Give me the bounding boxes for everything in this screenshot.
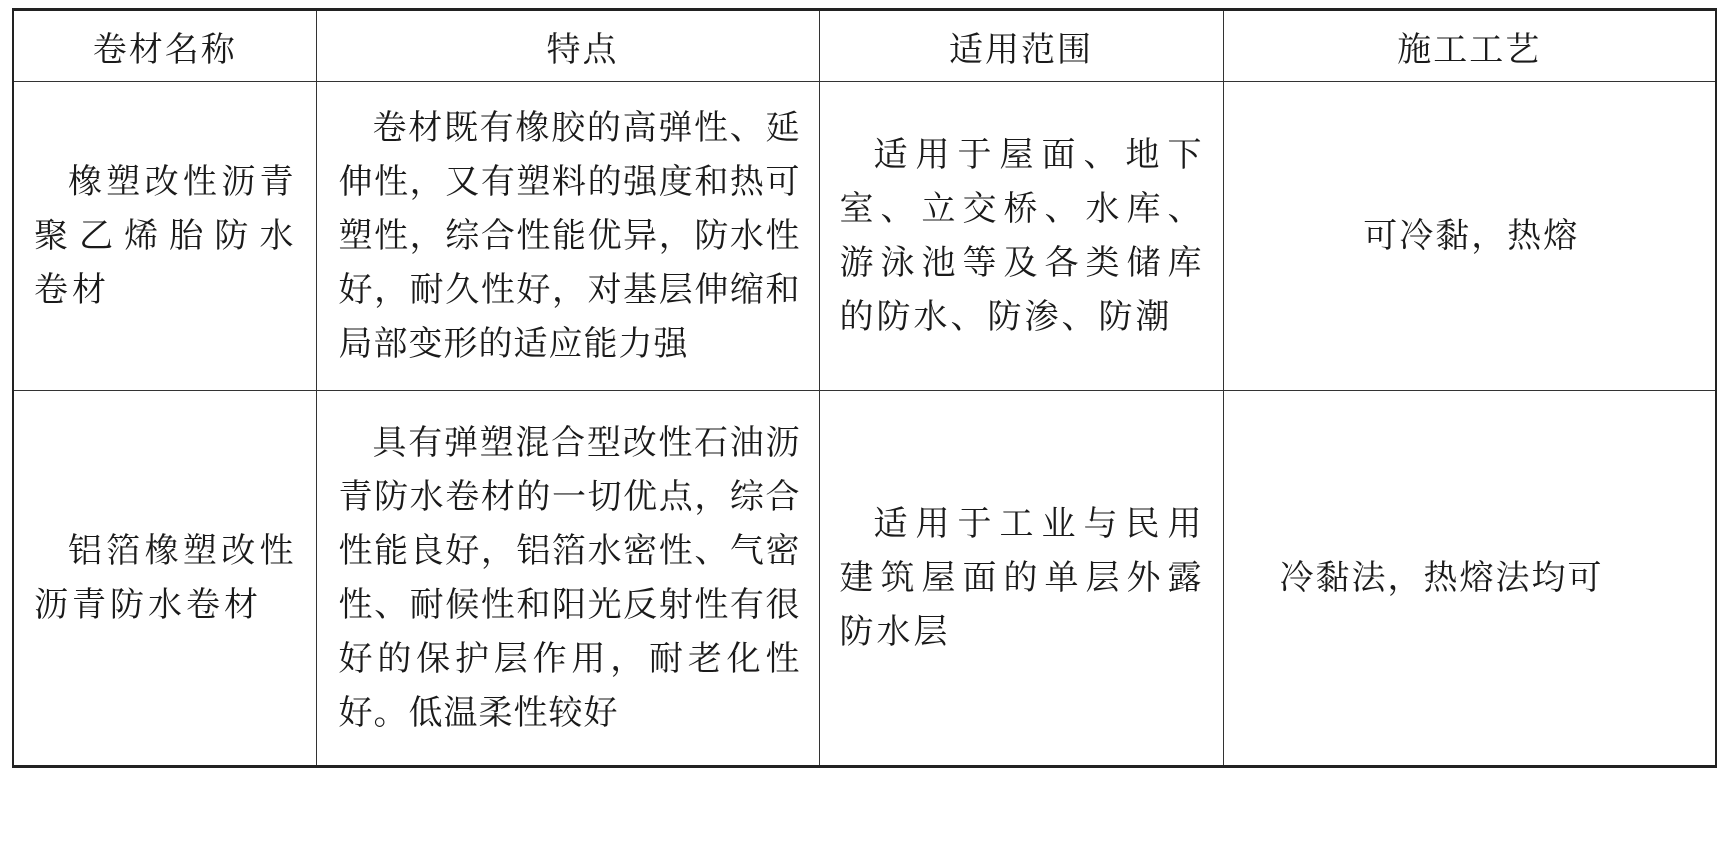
cell-material-name: 橡塑改性沥青聚乙烯胎防水卷材: [13, 82, 316, 391]
header-process: 施工工艺: [1223, 10, 1716, 82]
cell-scope: 适用于工业与民用建筑屋面的单层外露防水层: [819, 391, 1223, 767]
cell-features: 具有弹塑混合型改性石油沥青防水卷材的一切优点，综合性能良好，铝箔水密性、气密性、耐候性和阳光反射性有很好的保护层作用，耐老化性好。低温柔性较好: [316, 391, 819, 767]
cell-scope: 适用于屋面、地下室、立交桥、水库、游泳池等及各类储库的防水、防渗、防潮: [819, 82, 1223, 391]
header-features: 特点: [316, 10, 819, 82]
cell-features: 卷材既有橡胶的高弹性、延伸性，又有塑料的强度和热可塑性，综合性能优异，防水性好，耐久性好，对基层伸缩和局部变形的适应能力强: [316, 82, 819, 391]
waterproof-membrane-table: [12, 8, 1717, 768]
cell-process: 可冷黏，热熔: [1223, 82, 1716, 391]
header-scope: 适用范围: [819, 10, 1223, 82]
header-material-name: 卷材名称: [13, 10, 316, 82]
cell-material-name: 铝箔橡塑改性沥青防水卷材: [13, 391, 316, 767]
cell-process: 冷黏法，热熔法均可: [1223, 391, 1716, 767]
table-row: [13, 391, 1716, 767]
table-row: [13, 82, 1716, 391]
header-row: [13, 10, 1716, 82]
